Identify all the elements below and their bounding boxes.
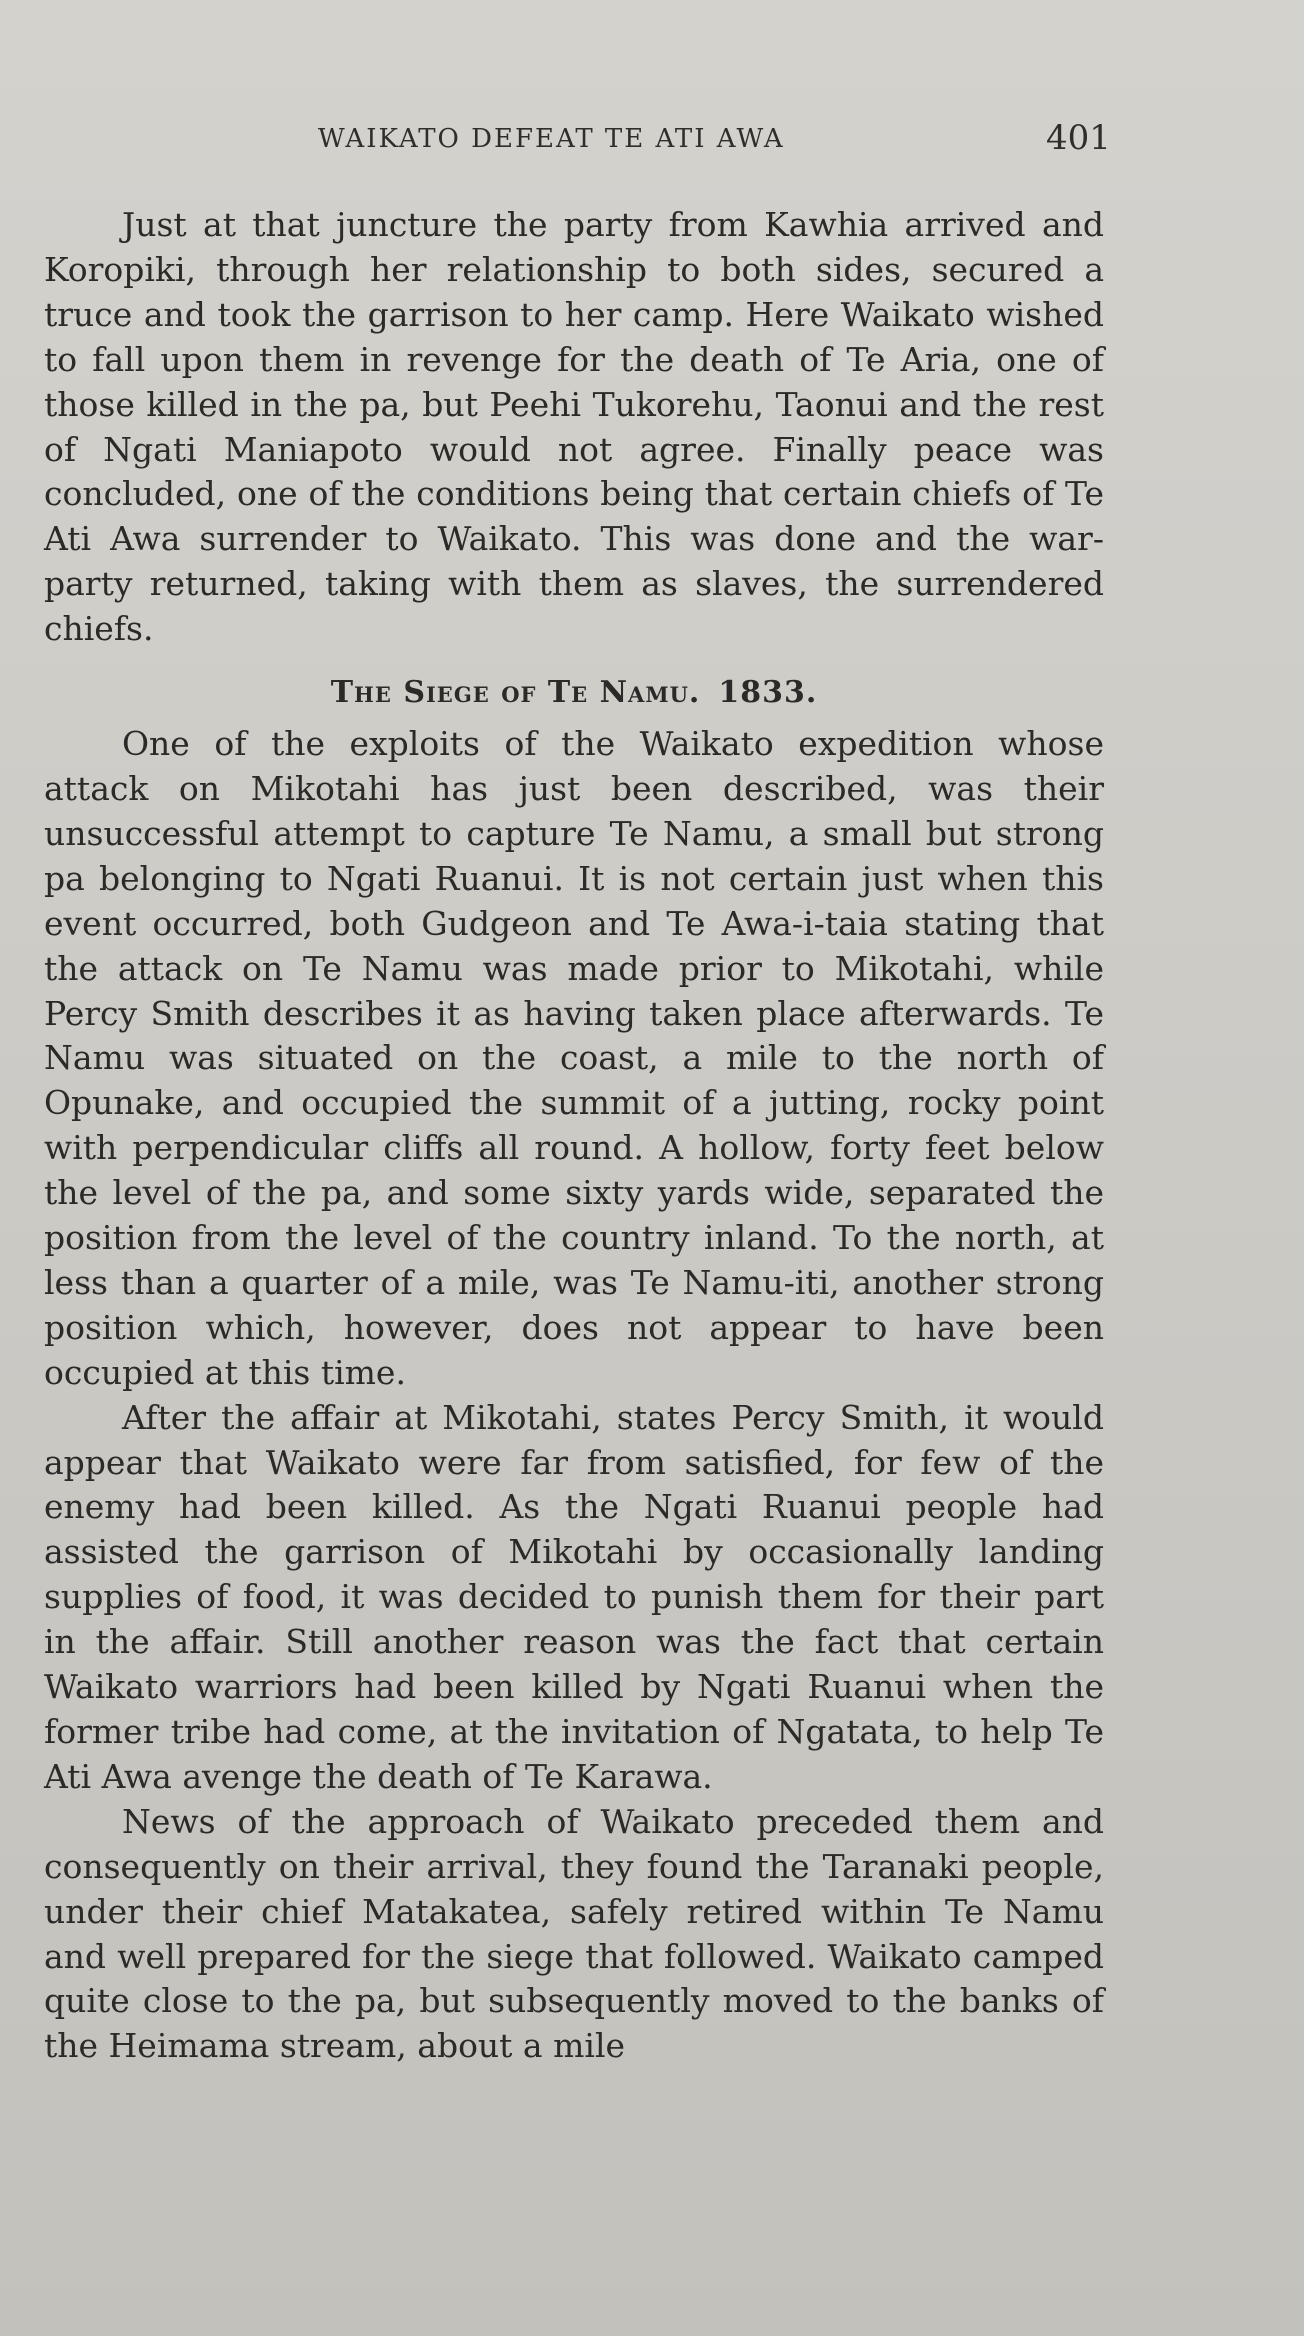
section-heading-year: 1833. — [718, 675, 818, 711]
body-text — [44, 203, 1104, 2069]
paragraph-truce: Just at that juncture the party from Kawhia arrived and Koropiki, through her relationship to both sides, secured a truce and took the garrison to her camp. Here Waikato wished to fall upon them in revenge for the death of Te Aria, one of those killed in the pa, but Peehi Tukorehu, Taonui and the rest of Ngati Maniapoto would not agree. Finally peace was concluded, one of the conditions being that certain chiefs of Te Ati Awa surrender to Waikato. This was done and the war-party returned, taking with them as slaves, the surrendered chiefs. — [44, 205, 1104, 649]
paragraph-mikotahi-aftermath: After the affair at Mikotahi, states Percy Smith, it would appear that Waikato were far from satisfied, for few of the enemy had been killed. As the Ngati Ruanui people had assisted the garrison of Mikotahi by occasionally landing supplies of food, it was decided to punish them for their part in the affair. Still another reason was the fact that certain Waikato warriors had been killed by Ngati Ruanui when the former tribe had come, at the invitation of Ngatata, to help Te Ati Awa avenge the death of Te Karawa. — [44, 1397, 1104, 1796]
paragraph-te-namu: One of the exploits of the Waikato expedition whose attack on Mikotahi has just been described, was their unsuccessful attempt to capture Te Namu, a small but strong pa belonging to Ngati Ruanui. It is not certain just when this event occurred, both Gudgeon and Te Awa-i-taia stating that the attack on Te Namu was made prior to Mikotahi, while Percy Smith describes it as having taken place afterwards. Te Namu was situated on the coast, a mile to the north of Opunake, and occupied the summit of a jutting, rocky point with perpendicular cliffs all round. A hollow, forty feet below the level of the pa, and some sixty yards wide, separated the position from the level of the country inland. To the north, at less than a quarter of a mile, was Te Namu-iti, another strong position which, however, does not appear to have been occupied at this time. — [44, 724, 1104, 1392]
page-number: 401 — [1046, 118, 1111, 158]
paragraph-siege-approach: News of the approach of Waikato preceded them and consequently on their arrival, they found the Taranaki people, under their chief Matakatea, safely retired within Te Namu and well prepared for the siege that followed. Waikato camped quite close to the pa, but subsequently moved to the banks of the Heimama stream, about a mile — [44, 1801, 1104, 2066]
section-heading-title: The Siege of Te Namu. — [330, 675, 701, 711]
section-heading — [44, 668, 1104, 718]
running-head: WAIKATO DEFEAT TE ATI AWA — [318, 124, 785, 154]
